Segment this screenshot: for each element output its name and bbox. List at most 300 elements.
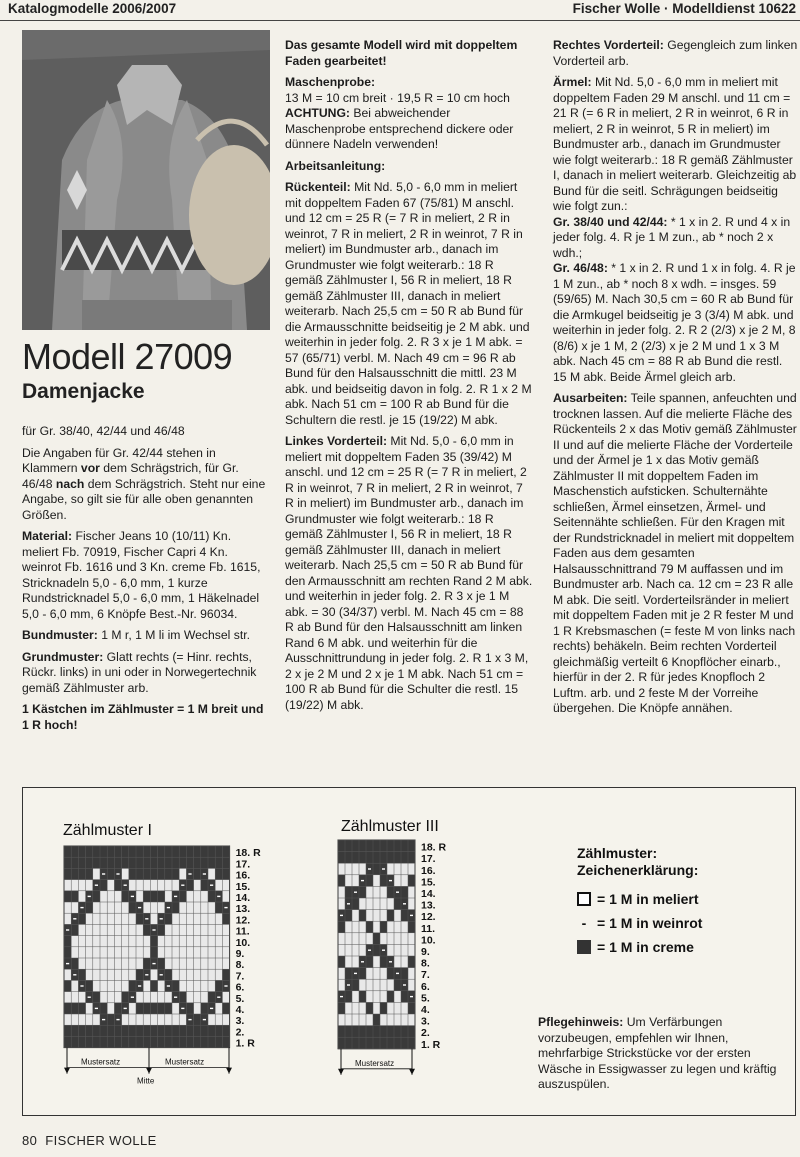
jacket-illustration xyxy=(22,30,270,330)
legend-item-creme: = 1 M in creme xyxy=(577,935,702,959)
care-note: Pflegehinweis: Um Verfärbungen vorzubeugen, empfehlen wir Ihnen, mehrfarbige Strickstücke vor der ersten Wäsche in Essigwasser zu legen und kräftig auszuspülen. xyxy=(538,1015,777,1091)
chart1-cell xyxy=(78,913,85,924)
chart1-cell xyxy=(208,857,215,868)
chart1-arrow-left-head xyxy=(64,1068,70,1074)
chart1-cell xyxy=(71,1036,78,1047)
left-column xyxy=(22,424,267,739)
page-footer xyxy=(22,1133,157,1148)
chart1-cell xyxy=(222,1003,229,1014)
chart1-cell xyxy=(64,947,71,958)
chart1-cell xyxy=(100,1025,107,1036)
chart3-cell xyxy=(394,1037,401,1049)
chart1-cell xyxy=(78,1036,85,1047)
chart1-row-label: 7. xyxy=(235,970,245,983)
chart1-row-label: 3. xyxy=(235,1015,245,1028)
chart1-cell xyxy=(86,1025,93,1036)
chart1-row-label: 12. xyxy=(235,914,251,927)
chart1-cell xyxy=(201,1003,208,1014)
chart1-cell xyxy=(222,846,229,857)
chart1-cell xyxy=(201,1036,208,1047)
chart1-cell xyxy=(150,857,157,868)
chart3-cell xyxy=(373,944,380,956)
chart1-row-label: 18. R xyxy=(235,847,261,860)
chart1-cell xyxy=(78,1025,85,1036)
chart1-cell xyxy=(194,1025,201,1036)
chart1-cell xyxy=(93,846,100,857)
chart1-cell xyxy=(158,891,165,902)
chart3-cell xyxy=(345,1037,352,1049)
chart1-cell xyxy=(208,1036,215,1047)
chart3-cell xyxy=(401,991,408,1003)
chart1-row-label: 14. xyxy=(235,892,251,904)
chart1-cell xyxy=(71,891,78,902)
chart1-cell xyxy=(165,1025,172,1036)
chart1-cell xyxy=(201,880,208,891)
chart1-cell xyxy=(93,992,100,1003)
sizes-line: für Gr. 38/40, 42/44 und 46/48 xyxy=(22,424,185,438)
chart1-cell xyxy=(107,1025,114,1036)
chart1-cell xyxy=(71,846,78,857)
chart1-title: Zählmuster I xyxy=(63,822,152,839)
chart1-cell xyxy=(86,846,93,857)
chart1-cell xyxy=(122,1036,129,1047)
chart3-cell xyxy=(408,1002,415,1014)
chart1-row-label: 11. xyxy=(235,925,250,938)
chart1-cell xyxy=(208,1025,215,1036)
chart3-cell xyxy=(338,875,345,887)
chart1-cell xyxy=(208,992,215,1003)
chart1-cell xyxy=(158,924,165,935)
links-paragraph: Linkes Vorderteil: Mit Nd. 5,0 - 6,0 mm in meliert mit doppeltem Faden 35 (39/42) M anschl. und 12 cm = 25 R (= 7 R in meliert, 2 R in weinrot, 7 R in meliert, 2 R in weinrot, 7 R in meliert) im Bundmuster arb., danach im Grundmuster wie folgt weiterarb.: 18 R gemäß Zählmuster I, 56 R in meliert, 18 R gemäß Zählmuster III, danach in meliert weiterarb. Nach 25,5 cm = 50 R ab Bund für den Armausschnitt am rechten Rand 2 M abk. und weiterhin in jeder folg. 2. R 3 x je 1 M abk. = 30 (34/37) verbl. M. Nach 45 cm = 88 R ab Bund für den Halsausschnitt am linken Rand 6 M abk. und weiterhin für die Ausschnittrundung in jeder folg. 2. R 1 x 3 M, 2 x je 2 M und 2 x je 1 M abk. Nach 51 cm = 100 R ab Bund für die Schulter die restl. 15 (19/22) M abk. xyxy=(285,434,533,712)
chart3-row-label: 13. xyxy=(421,899,436,912)
chart1-cell xyxy=(78,1003,85,1014)
chart3-cell xyxy=(401,1037,408,1049)
chart1-cell xyxy=(194,1036,201,1047)
chart1-cell xyxy=(78,846,85,857)
chart1-cell xyxy=(201,846,208,857)
chart3-cell xyxy=(387,886,394,898)
chart1-cell xyxy=(172,846,179,857)
grundmuster-paragraph: Grundmuster: Glatt rechts (= Hinr. rechts, Rückr. links) in uni oder in Norwegertechnik gemäß Zählmuster arb. xyxy=(22,649,257,695)
chart1-cell xyxy=(143,868,150,879)
chart3-cell xyxy=(394,898,401,910)
chart3-cell xyxy=(366,875,373,887)
chart1-cell xyxy=(64,1003,71,1014)
chart3-row-label: 11. xyxy=(421,922,436,935)
chart1-cell xyxy=(158,1003,165,1014)
chart1-cell xyxy=(107,868,114,879)
chart3-row-label: 16. xyxy=(421,864,436,877)
middle-column xyxy=(285,38,533,719)
chart1-cell xyxy=(172,868,179,879)
chart1-cell xyxy=(122,992,129,1003)
chart1-cell xyxy=(158,857,165,868)
chart1-cell xyxy=(179,891,186,902)
chart1-cell xyxy=(222,969,229,980)
chart3-cell xyxy=(408,921,415,933)
filled-square-icon xyxy=(577,940,591,954)
chart3-cell xyxy=(345,886,352,898)
chart3-cell xyxy=(380,1026,387,1038)
chart1-cell xyxy=(215,857,222,868)
chart1-cell xyxy=(150,947,157,958)
chart1-cell xyxy=(114,880,121,891)
chart1-cell xyxy=(122,891,129,902)
chart3-cell xyxy=(408,852,415,864)
chart1-row-label: 8. xyxy=(235,959,245,972)
chart3-cell xyxy=(401,886,408,898)
chart3-arrow-right-head xyxy=(409,1069,415,1075)
chart3-cell xyxy=(401,852,408,864)
chart1-cell xyxy=(179,846,186,857)
chart1-cell xyxy=(129,980,136,991)
chart3-row-label: 2. xyxy=(421,1027,430,1040)
chart1-cell xyxy=(71,868,78,879)
chart1-cell xyxy=(215,846,222,857)
legend-title-2: Zeichenerklärung: xyxy=(577,862,699,878)
chart1-cell xyxy=(150,868,157,879)
chart1-cell xyxy=(122,857,129,868)
chart3-cell xyxy=(401,968,408,980)
chart1-cell xyxy=(129,902,136,913)
chart3-cell xyxy=(373,933,380,945)
ruecken-paragraph: Rückenteil: Mit Nd. 5,0 - 6,0 mm in meliert mit doppeltem Faden 67 (75/81) M anschl. und 12 cm = 25 R (= 7 R in meliert, 2 R in weinrot, 7 R in meliert, 2 R in weinrot, 7 R in meliert) im Bundmuster arb., danach im Grundmuster wie folgt weiterarb.: 18 R gemäß Zählmuster I, 56 R in meliert, 18 R gemäß Zählmuster III, danach in meliert weiterarb. Nach 25,5 cm = 50 R ab Bund für die Armausschnitte beidseitig je 2 M abk. und weiterhin in jeder folg. 2. R 3 x je 1 M abk. = 57 (65/71) verbl. M. Nach 49 cm = 96 R ab Bund für den Halsausschnitt die mittl. 23 M abk. und beidseitig davon in folg. 2. R 1 x 2 M abk. Nach 51 cm = 100 R ab Bund für die Schultern die restl. je 15 (19/22) M abk. xyxy=(285,180,532,427)
chart1-cell xyxy=(186,1003,193,1014)
chart3-row-label: 9. xyxy=(421,946,430,958)
chart3-cell xyxy=(387,1026,394,1038)
chart3-row-label: 18. R xyxy=(421,841,447,854)
chart3-cell xyxy=(366,840,373,852)
chart3-cell xyxy=(373,1026,380,1038)
chart1-cell xyxy=(194,868,201,879)
chart3-cell xyxy=(338,921,345,933)
chart1-cell xyxy=(222,913,229,924)
chart1-cell xyxy=(194,857,201,868)
chart1-cell xyxy=(150,1036,157,1047)
chart1-cell xyxy=(150,1003,157,1014)
rechts-paragraph: Rechtes Vorderteil: Gegengleich zum linken Vorderteil arb. xyxy=(553,38,798,68)
chart1-cell xyxy=(64,857,71,868)
chart1-cell xyxy=(215,1025,222,1036)
chart1-cell xyxy=(136,969,143,980)
chart1-cell xyxy=(143,924,150,935)
chart1-cell xyxy=(179,1025,186,1036)
chart1-cell xyxy=(136,1003,143,1014)
chart3-cell xyxy=(394,1026,401,1038)
chart3-cell xyxy=(359,1026,366,1038)
chart3-row-label: 6. xyxy=(421,980,430,993)
chart3-mustersatz: Mustersatz xyxy=(355,1058,395,1068)
chart3-row-label: 3. xyxy=(421,1015,430,1028)
chart3-cell xyxy=(352,979,359,991)
chart1-row-label: 1. R xyxy=(235,1037,255,1050)
chart1-cell xyxy=(136,1036,143,1047)
chart3-cell xyxy=(401,840,408,852)
chart1-row-label: 2. xyxy=(235,1026,245,1039)
chart1-cell xyxy=(86,1036,93,1047)
chart1-cell xyxy=(165,846,172,857)
chart1-cell xyxy=(222,868,229,879)
chart3-row-label: 14. xyxy=(421,888,436,900)
chart1-cell xyxy=(93,857,100,868)
arbeitsanleitung-heading: Arbeitsanleitung: xyxy=(285,158,386,173)
chart3-cell xyxy=(345,968,352,980)
chart1-cell xyxy=(165,857,172,868)
legend xyxy=(577,845,702,959)
chart1-cell xyxy=(165,1003,172,1014)
chart3-cell xyxy=(359,1037,366,1049)
chart1-cell xyxy=(86,902,93,913)
chart3-cell xyxy=(373,840,380,852)
chart1-cell xyxy=(172,1025,179,1036)
chart1-mustersatz-left: Mustersatz xyxy=(81,1057,121,1067)
chart3-cell xyxy=(408,1037,415,1049)
catalog-label: Katalogmodelle 2006/2007 xyxy=(8,1,177,16)
chart3-cell xyxy=(401,910,408,922)
chart1-cell xyxy=(179,1036,186,1047)
chart1-cell xyxy=(172,980,179,991)
chart3-cell xyxy=(345,840,352,852)
model-subtitle: Damenjacke xyxy=(22,380,145,403)
chart1-cell xyxy=(93,1036,100,1047)
chart3-cell xyxy=(408,1026,415,1038)
chart1-cell xyxy=(114,857,121,868)
chart3-cell xyxy=(352,898,359,910)
chart1-cell xyxy=(64,846,71,857)
chart1-cell xyxy=(93,1025,100,1036)
chart3-cell xyxy=(373,1037,380,1049)
chart1-row-label: 5. xyxy=(235,992,245,1005)
chart1-cell xyxy=(129,1025,136,1036)
chart1-cell xyxy=(136,846,143,857)
chart1-cell xyxy=(158,958,165,969)
chart3-cell xyxy=(387,910,394,922)
chart3-cell xyxy=(366,956,373,968)
chart1-cell xyxy=(129,846,136,857)
chart3-cell xyxy=(373,863,380,875)
chart1-mustersatz-right: Mustersatz xyxy=(165,1057,205,1067)
chart1-row-label: 17. xyxy=(235,858,251,871)
chart1-cell xyxy=(136,857,143,868)
chart3-cell xyxy=(373,1014,380,1026)
chart3-row-label: 17. xyxy=(421,853,436,866)
chart1-cell xyxy=(186,1036,193,1047)
chart1-cell xyxy=(107,857,114,868)
chart1-cell xyxy=(186,846,193,857)
chart1-cell xyxy=(93,891,100,902)
chart1-cell xyxy=(86,857,93,868)
chart3-cell xyxy=(352,840,359,852)
chart1-cell xyxy=(64,1036,71,1047)
chart3-row-label: 10. xyxy=(421,934,436,947)
chart3-cell xyxy=(380,1037,387,1049)
chart1-cell xyxy=(100,880,107,891)
chart1-arrow-mid-head xyxy=(146,1068,152,1074)
chart3-cell xyxy=(366,852,373,864)
chart1-cell xyxy=(143,1025,150,1036)
chart1-cell xyxy=(158,846,165,857)
material-paragraph: Material: Fischer Jeans 10 (10/11) Kn. meliert Fb. 70919, Fischer Capri 4 Kn. weinrot Fb. 1616 und 3 Kn. creme Fb. 1615, Stricknadeln 5,0 - 6,0 mm, 1 kurze Rundstricknadel 5,0 - 6,0 mm, 1 Häkelnadel 5,0 - 6,0 mm, 6 Knöpfe Best.-Nr. 96034. xyxy=(22,529,261,621)
chart1-cell xyxy=(179,992,186,1003)
chart1-cell xyxy=(194,1014,201,1025)
chart1-row-label: 4. xyxy=(235,1004,245,1016)
ausarbeiten-paragraph: Ausarbeiten: Teile spannen, anfeuchten und trocknen lassen. Auf die melierte Fläche des Rückenteils 2 x das Motiv gemäß Zählmuster II und auf die melierte Fläche der Vorderteile und der Ärmel je 1 x das Motiv gemäß Zählmuster II mit doppeltem Faden im Maschenstich aufsticken. Schulternähte schließen, Ärmel einsetzen, Ärmel- und Seitennähte schließen. Für den Kragen mit der Rundstricknadel in meliert mit doppeltem Faden aus dem gesamten Halsausschnittrand 79 M auffassen und im Bundmuster arb. Nach ca. 12 cm = 23 R alle M abk. Die seitl. Vorderteilsränder in meliert mit doppeltem Faden mit je 2 R fester M und 1 R Krebsmaschen (= feste M von links nach rechts) behäkeln. Beim rechten Vorderteil gleichmäßig verteilt 6 Knopflöcher einarb., hierfür in der 2. R für jedes Knopfloch 2 Luftm. arb. und 2 feste M der Vorreihe übergehen. Die Knöpfe annähen. xyxy=(553,391,797,715)
chart3-cell xyxy=(373,852,380,864)
bundmuster-paragraph: Bundmuster: 1 M r, 1 M li im Wechsel str. xyxy=(22,628,250,642)
chart1-cell xyxy=(143,857,150,868)
chart3-cell xyxy=(366,1037,373,1049)
chart1-cell xyxy=(107,1014,114,1025)
chart3-row-label: 8. xyxy=(421,957,430,970)
chart1-cell xyxy=(107,846,114,857)
chart3-cell xyxy=(408,875,415,887)
model-photo xyxy=(22,30,270,330)
chart1-cell xyxy=(71,857,78,868)
chart3-title: Zählmuster III xyxy=(341,818,439,835)
chart1-cell xyxy=(150,1025,157,1036)
chart1-cell xyxy=(179,857,186,868)
chart3-row-label: 4. xyxy=(421,1004,430,1016)
chart3-cell xyxy=(401,1026,408,1038)
chart1-cell xyxy=(64,980,71,991)
chart3-cell xyxy=(345,1026,352,1038)
chart1-cell xyxy=(165,913,172,924)
chart1-cell xyxy=(100,1036,107,1047)
chart3-cell xyxy=(352,852,359,864)
chart1-cell xyxy=(172,857,179,868)
chart1-row-label: 10. xyxy=(235,936,251,949)
chart1-cell xyxy=(186,1025,193,1036)
chart1-cell xyxy=(114,846,121,857)
chart1-cell xyxy=(100,846,107,857)
chart1-cell xyxy=(172,1036,179,1047)
chart3-cell xyxy=(359,910,366,922)
chart1-cell xyxy=(143,1003,150,1014)
chart1-cell xyxy=(78,857,85,868)
chart1-cell xyxy=(158,1025,165,1036)
chart1-cell xyxy=(78,868,85,879)
chart1-cell xyxy=(107,1036,114,1047)
chart1-cell xyxy=(186,880,193,891)
chart3-cell xyxy=(387,852,394,864)
chart1-cell xyxy=(186,857,193,868)
chart1-cell xyxy=(143,958,150,969)
chart3-cell xyxy=(359,968,366,980)
chart1-cell xyxy=(222,1025,229,1036)
chart1-cell xyxy=(64,936,71,947)
chart3-cell xyxy=(380,840,387,852)
kaestchen-note: 1 Kästchen im Zählmuster = 1 M breit und 1 R hoch! xyxy=(22,702,264,732)
page-header xyxy=(0,0,800,21)
chart1-cell xyxy=(143,1036,150,1047)
chart1-cell xyxy=(172,902,179,913)
chart1-cell xyxy=(129,1036,136,1047)
chart1-row-label: 9. xyxy=(235,948,245,960)
chart3-cell xyxy=(359,991,366,1003)
chart3-cell xyxy=(338,1037,345,1049)
chart1-cell xyxy=(158,868,165,879)
chart1-cell xyxy=(100,857,107,868)
size-note: Die Angaben für Gr. 42/44 stehen in Klammern vor dem Schrägstrich, für Gr. 46/48 nach dem Schrägstrich. Steht nur eine Angabe, so gilt sie für alle oben genannten Größen. xyxy=(22,445,266,522)
chart1-cell xyxy=(215,868,222,879)
chart1-cell xyxy=(215,1036,222,1047)
chart1-cell xyxy=(78,969,85,980)
chart1-cell xyxy=(71,924,78,935)
chart3-cell xyxy=(338,852,345,864)
chart1-cell xyxy=(64,1025,71,1036)
chart1-cell xyxy=(158,1036,165,1047)
chart3-row-label: 5. xyxy=(421,992,430,1005)
chart1-cell xyxy=(208,891,215,902)
chart3-cell xyxy=(380,956,387,968)
chart3-cell xyxy=(380,921,387,933)
chart1-cell xyxy=(222,857,229,868)
chart3-cell xyxy=(345,991,352,1003)
chart3-cell xyxy=(408,840,415,852)
chart3-cell xyxy=(359,852,366,864)
chart3-row-label: 7. xyxy=(421,969,430,982)
chart1-cell xyxy=(86,980,93,991)
chart1-cell xyxy=(150,936,157,947)
chart1-cell xyxy=(136,868,143,879)
legend-title-1: Zählmuster: xyxy=(577,845,658,861)
chart1-mitte-label: Mitte xyxy=(137,1076,155,1086)
chart1-row-label: 16. xyxy=(235,869,251,882)
chart1-cell xyxy=(71,1025,78,1036)
chart1-cell xyxy=(114,1003,121,1014)
chart1-cell xyxy=(71,1003,78,1014)
chart1-cell xyxy=(222,1036,229,1047)
chart3-arrow-left-head xyxy=(338,1069,344,1075)
chart1-row-label: 6. xyxy=(235,981,245,994)
chart1-row-label: 13. xyxy=(235,903,251,916)
chart3-cell xyxy=(338,1002,345,1014)
chart3-cell xyxy=(394,852,401,864)
legend-item-weinrot: - = 1 M in weinrot xyxy=(577,911,702,935)
chart1-cell xyxy=(100,1003,107,1014)
chart1-cell xyxy=(64,868,71,879)
chart3-cell xyxy=(352,1026,359,1038)
chart1-cell xyxy=(201,1025,208,1036)
chart1-cell xyxy=(86,868,93,879)
chart1-cell xyxy=(208,846,215,857)
chart1-cell xyxy=(165,868,172,879)
chart1-cell xyxy=(143,891,150,902)
chart1-cell xyxy=(71,958,78,969)
chart1-cell xyxy=(215,980,222,991)
chart1-cell xyxy=(143,846,150,857)
chart1-cell xyxy=(136,1025,143,1036)
page-number: 80 xyxy=(22,1133,38,1148)
chart1-cell xyxy=(136,913,143,924)
right-column xyxy=(553,38,799,723)
chart1-row-label: 15. xyxy=(235,880,251,893)
chart1-cell xyxy=(122,846,129,857)
chart3-cell xyxy=(359,886,366,898)
double-thread-note: Das gesamte Modell wird mit doppeltem Faden gearbeitet! xyxy=(285,38,518,68)
chart3-cell xyxy=(345,852,352,864)
chart3-cell xyxy=(394,840,401,852)
chart1-cell xyxy=(129,868,136,879)
chart3-cell xyxy=(338,956,345,968)
chart1-cell xyxy=(215,902,222,913)
chart1-cell xyxy=(150,891,157,902)
chart1-cell xyxy=(64,891,71,902)
chart1-cell xyxy=(150,846,157,857)
chart3-row-label: 15. xyxy=(421,876,436,889)
footer-brand: FISCHER WOLLE xyxy=(45,1133,157,1148)
model-title: Modell 27009 xyxy=(22,336,233,377)
